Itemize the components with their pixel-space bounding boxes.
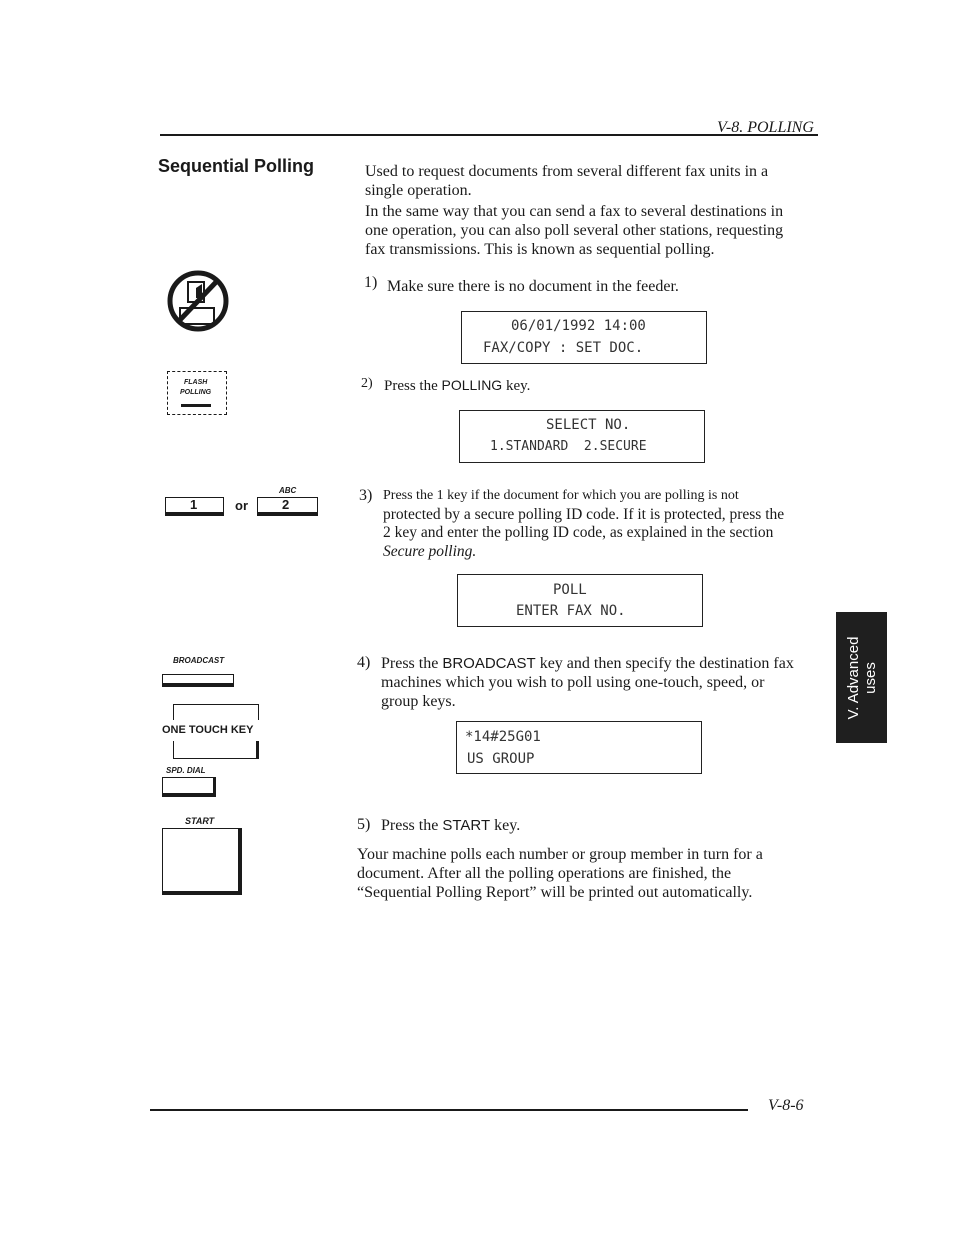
intro-line: single operation. xyxy=(365,182,472,199)
step-5-text xyxy=(381,816,520,835)
closing-paragraph xyxy=(357,845,817,902)
step-4-line: machines which you wish to poll using one-touch, speed, or xyxy=(381,674,765,691)
side-tab-line-2: uses xyxy=(861,661,879,694)
lcd-display-poll xyxy=(457,574,703,627)
closing-line: document. After all the polling operations are finished, the xyxy=(357,865,732,882)
step-5-key: START xyxy=(442,817,491,834)
step-4-number: 4) xyxy=(357,654,371,671)
side-tab-line-1: V. Advanced xyxy=(844,636,862,719)
polling-key-outline xyxy=(167,371,227,415)
intro-line: one operation, you can also poll several other stations, requesting xyxy=(365,222,784,239)
step-5-number: 5) xyxy=(357,816,371,833)
lcd-line-1: *14#25G01 xyxy=(465,729,541,745)
chapter-side-tab xyxy=(836,612,887,743)
broadcast-label: BROADCAST xyxy=(173,656,225,665)
step-5-post: key. xyxy=(490,817,521,834)
spd-dial-label: SPD. DIAL xyxy=(166,766,206,775)
key-1 xyxy=(165,497,224,516)
lcd-line-2: FAX/COPY : SET DOC. xyxy=(483,340,644,356)
intro-line: Used to request documents from several different fax units in a xyxy=(365,163,769,180)
step-5-pre: Press the xyxy=(381,817,443,834)
closing-line: “Sequential Polling Report” will be printed out automatically. xyxy=(357,884,753,901)
intro-line: In the same way that you can send a fax to several destinations in xyxy=(365,203,784,220)
lcd-line-1: 06/01/1992 14:00 xyxy=(511,318,646,334)
step-3-text xyxy=(383,487,813,561)
step-2-post: key. xyxy=(502,378,531,394)
lcd-line-1: SELECT NO. xyxy=(546,417,631,433)
flash-label: FLASH xyxy=(184,379,208,386)
page-number: V-8-6 xyxy=(768,1097,804,1114)
step-3-line: Press the 1 key if the document for which you are polling is not xyxy=(383,488,739,503)
one-touch-key-bottom xyxy=(173,741,259,759)
polling-label: POLLING xyxy=(180,389,212,396)
lcd-line-1: POLL xyxy=(553,582,587,598)
key-1-label: 1 xyxy=(190,497,198,512)
step-4-line xyxy=(381,654,813,673)
lcd-display-select xyxy=(459,410,705,463)
intro-paragraph xyxy=(365,162,820,259)
one-touch-label: ONE TOUCH KEY xyxy=(162,724,254,736)
key-2-label: 2 xyxy=(282,497,290,512)
start-key xyxy=(162,828,242,895)
lcd-line-2: ENTER FAX NO. xyxy=(516,603,626,619)
or-label: or xyxy=(235,498,248,513)
side-tab-text xyxy=(845,636,879,719)
header-section-title: V-8. POLLING xyxy=(717,119,814,136)
polling-key-bar xyxy=(181,404,211,407)
step-1-number: 1) xyxy=(364,274,378,291)
broadcast-key xyxy=(162,674,234,687)
step-3-line: Secure polling. xyxy=(383,542,477,560)
abc-label: ABC xyxy=(279,486,297,495)
one-touch-key-top xyxy=(173,704,259,720)
step-4-text xyxy=(381,654,813,711)
lcd-line-2: US GROUP xyxy=(467,751,535,767)
step-2-pre: Press the xyxy=(384,378,442,394)
closing-line: Your machine polls each number or group member in turn for a xyxy=(357,846,763,863)
footer-rule xyxy=(150,1109,748,1111)
start-label: START xyxy=(185,816,215,826)
step-4-post: key and then specify the destination fax xyxy=(535,655,794,672)
step-3-line: protected by a secure polling ID code. If it is protected, press the xyxy=(383,505,785,523)
step-4-pre: Press the xyxy=(381,655,443,672)
intro-line: fax transmissions. This is known as sequential polling. xyxy=(365,241,715,258)
no-document-icon xyxy=(166,268,230,334)
step-4-line: group keys. xyxy=(381,693,456,710)
step-4-key: BROADCAST xyxy=(442,655,536,672)
step-2-number: 2) xyxy=(361,376,373,391)
step-1-text: Make sure there is no document in the feeder. xyxy=(387,278,679,295)
spd-dial-key xyxy=(162,777,216,797)
section-title: Sequential Polling xyxy=(158,156,315,176)
step-2-key: POLLING xyxy=(441,377,503,393)
step-3-number: 3) xyxy=(359,487,373,504)
lcd-display-date xyxy=(461,311,707,364)
lcd-display-group xyxy=(456,721,702,774)
step-3-line: 2 key and enter the polling ID code, as explained in the section xyxy=(383,524,774,541)
step-2-text xyxy=(384,376,530,396)
key-2 xyxy=(257,497,318,516)
lcd-line-2: 1.STANDARD 2.SECURE xyxy=(490,439,647,454)
